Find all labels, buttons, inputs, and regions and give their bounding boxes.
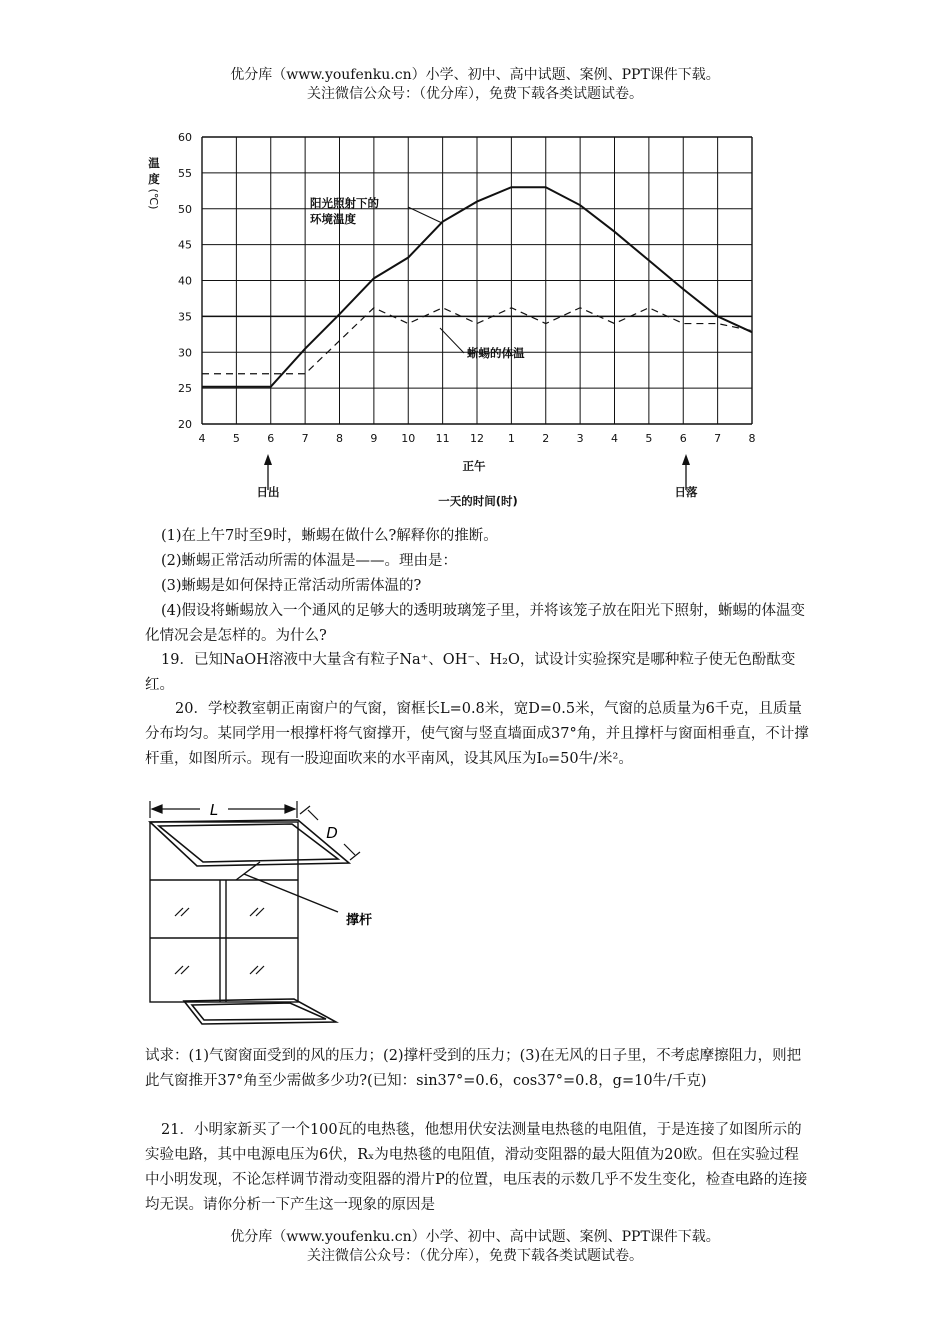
page-header: [0, 66, 950, 104]
x-tick-label: 4: [611, 432, 618, 445]
q20: 20．学校教室朝正南窗户的气窗，窗框长L=0.8米，宽D=0.5米，气窗的总质量为6千克，且质量分布均匀。某同学用一根撑杆将气窗撑开，使气窗与竖直墙面成37°角，并且撑杆与窗面相垂直，不计撑杆重，如图所示。现有一股迎面吹来的水平南风，设其风压为I₀=50牛/米²。: [145, 701, 809, 767]
x-axis-label: 一天的时间(时): [438, 494, 518, 508]
header-line-2: 关注微信公众号：（优分库），免费下载各类试题试卷。: [307, 86, 643, 102]
x-tick-label: 9: [370, 432, 378, 445]
q18-part3: (3)蜥蜴是如何保持正常活动所需体温的?: [161, 578, 422, 594]
x-tick-label: 8: [336, 432, 343, 445]
x-tick-label: 10: [401, 432, 416, 445]
y-tick-label: 35: [178, 310, 192, 324]
x-tick-label: 4: [198, 432, 206, 445]
q18-part4: (4)假设将蜥蜴放入一个通风的足够大的透明玻璃笼子里，并将该笼子放在阳光下照射，蜥蜴的体温变化情况会是怎样的。为什么?: [145, 603, 806, 644]
sunrise-label: 日出: [256, 485, 280, 499]
q18-part1: (1)在上午7时至9时，蜥蜴在做什么?解释你的推断。: [161, 528, 498, 544]
y-tick-label: 55: [178, 166, 192, 180]
q20-ask: 试求：(1)气窗窗面受到的风的压力；(2)撑杆受到的压力；(3)在无风的日子里，不考虑摩擦阻力，则把此气窗推开37°角至少需做多少功?(已知：sin37°=0.6，cos37°=0.8，g=10牛/千克): [145, 1048, 802, 1089]
annotation-env-1: 阳光照射下的: [310, 196, 379, 210]
label-D: D: [326, 824, 338, 842]
footer-line-2: 关注微信公众号：（优分库），免费下载各类试题试卷。: [307, 1248, 643, 1264]
x-tick-label: 3: [576, 432, 584, 445]
support-rod: [236, 862, 338, 912]
chart-grid: [202, 137, 752, 424]
x-tick-label: 6: [679, 432, 687, 445]
x-tick-label: 7: [301, 432, 309, 445]
x-tick-label: 5: [645, 432, 653, 445]
header-line-1: 优分库（www.youfenku.cn）小学、初中、高中试题、案例、PPT课件下载。: [230, 67, 720, 83]
annotation-env-pointer: [408, 207, 442, 223]
page-footer: [0, 1228, 950, 1266]
footer-line-1: 优分库（www.youfenku.cn）小学、初中、高中试题、案例、PPT课件下载。: [230, 1229, 720, 1245]
sunset-label: 日落: [674, 485, 698, 499]
q18-part2: (2)蜥蜴正常活动所需的体温是——。理由是：: [161, 553, 458, 569]
x-tick-label: 2: [542, 432, 550, 445]
temperature-chart: [140, 125, 780, 515]
x-tick-label: 12: [470, 432, 484, 445]
q19: 19．已知NaOH溶液中大量含有粒子Na⁺、OH⁻、H₂O，试设计实验探究是哪种粒子使无色酚酞变红。: [145, 652, 796, 693]
x-tick-label: 8: [748, 432, 756, 445]
y-axis-label-wen: 温: [148, 156, 160, 170]
q21: 21．小明家新买了一个100瓦的电热毯，他想用伏安法测量电热毯的电阻值，于是连接了如图所示的实验电路，其中电源电压为6伏，Rₓ为电热毯的电阻值，滑动变阻器的最大阻值为20欧。但在实验过程中小明发现，不论怎样调节滑动变阻器的滑片P的位置，电压表的示数几乎不发生变化，检查电路的连接均无误。请你分析一下产生这一现象的原因是: [145, 1122, 808, 1213]
x-tick-label: 6: [267, 432, 275, 445]
annotation-lizard-pointer: [440, 328, 464, 353]
noon-label: 正午: [462, 459, 486, 473]
annotation-lizard: 蜥蜴的体温: [467, 346, 525, 360]
x-tick-label: 11: [435, 432, 450, 445]
y-tick-label: 20: [178, 418, 192, 431]
y-axis-label-du: 度: [148, 172, 160, 186]
x-tick-label: 5: [232, 432, 240, 445]
label-L: L: [209, 801, 219, 819]
y-tick-label: 25: [178, 382, 192, 396]
window-figure: [140, 798, 390, 1030]
y-tick-label: 45: [178, 238, 192, 252]
open-pane: [150, 820, 349, 866]
y-tick-label: 40: [178, 274, 192, 288]
x-tick-label: 1: [507, 432, 515, 445]
y-tick-label: 30: [178, 346, 192, 360]
dimension-L: [150, 801, 297, 818]
annotation-env-2: 环境温度: [310, 212, 356, 226]
y-tick-labels: [178, 131, 192, 431]
label-rod: 撑杆: [346, 913, 373, 928]
y-tick-label: 50: [178, 202, 192, 216]
x-tick-labels: [199, 432, 756, 445]
window-frame: [150, 822, 298, 1002]
window-sill: [184, 999, 336, 1024]
y-tick-label: 60: [178, 131, 192, 144]
x-tick-label: 7: [714, 432, 722, 445]
y-axis-unit: (℃): [147, 188, 160, 210]
